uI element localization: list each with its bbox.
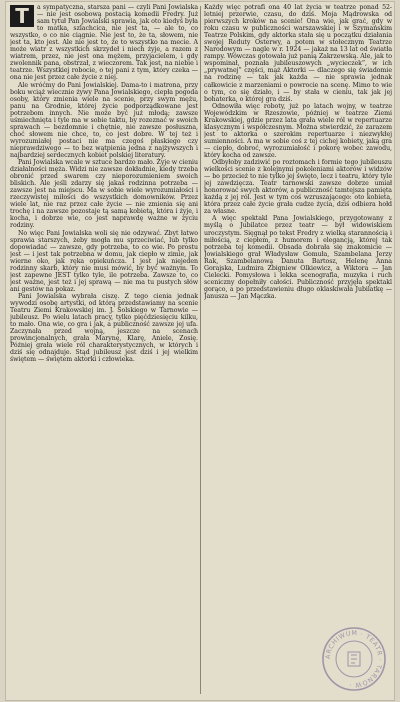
archive-stamp-icon [320,626,388,692]
article-paragraph: Pani Jowialska wybrała ciszę. Z tego cienia jednak wywodzi osobę artystki, od którą przedstawiamy na scenie Teatru Ziemi Krakowskiej im. J. Solskiego w Tarnowie — jubileusz. Po wielu latach pracy, tylko pięćdziesięciu kilku, to mało. Ona wie, co gra i jak, a publiczność zawsze jej ufa. Zaczynała przed wojną, jeszcze na scenach prowincjonalnych, grała Marynę, Klarę, Aniele, Zosię. Później grała wiele ról charakterystycznych, w których i dziś się odnajduje. Stąd jubileusz jest dziś i jej wielkim świętem — świętem aktorki i człowieka. [10,292,198,364]
article-column-left [10,4,198,696]
article-paragraph: Każdy więc potrafi ona 40 lat życia w teatrze ponad 52-letniej przerwie, czasu, do dziś. Moja Mądrowska od pierwszych kroków na scenie! Ona wie, jak grać, gdy w roku czasu w publiczności warszawskiej i w Szymańskim Teatrze Polskim, gdy aktorka stała się u początku działania swojej Reduty Osterwy, a potem w stołecznym Teatrze Narodowym — nagle w r. 1924 — jakaż na 13 lat od światła rampy. Wówczas gotowała już panią Zakrzewską. Ale, jak to wspominał, poznała jubileuszowych „wycieczek”, w ich „prywatnej” części, mąż Aktorki — dlaczego się świadomie na rodzinę — tak jak każda — nie sprawia jednak całkowicie z marzeniami o powrocie na scenę. Mimo to wie o tym, co się działo, i — by stała w cieniu, tak jak jej bohaterka, o której gra dziś. [204,4,392,103]
article-column-right [204,4,392,696]
column-divider [200,6,201,694]
article-paragraph: Pani Jowialska wcale w sztuce bardzo mało. Żyje w cieniu działalności męża. Widzi nie zawsze dokładnie, kiedy trzeba obronić przed swarem czy nieporozumieniem swoich bliskich. Ale jeśli zdarzy się jakaś rodzinna potrzeba — zawsze jest na miejscu. Ma w sobie wiele wyrozumiałości i rzeczywistej miłości do wszystkich domowników. Przez wiele lat, nie raz przez całe życie — nie zmienia się ani trochę i na zawsze pozostaje tą samą kobietą, która i żyje, i kocha, i dobrze wie, co jest naprawdę ważne w życiu rodziny. [10,159,198,230]
article-paragraph [10,4,198,82]
newspaper-clipping [6,2,394,700]
article-paragraph: Ale wróćmy do Pani Jowialskiej. Dama-to i matrona, przy boku wciąż wiecznie żywy Pana Jowialskiego, ciepła pogoda osoby, który zmienia wiele na scenie, przy swym mężu, panu na Grodnie, której życie podporządkowane jest potrzebom innych. Nie może być już młodą; zawsze uśmiechnięta i tyle ma w sobie taktu, by rozeznać w swoich sprawach — bezdomnie i chętnie, nie zawsze posłuszna, choć słowem nie chce, to, co jest dobre. W tej też i wyrozumiałej postaci nie ma czegoś płaskiego czy nieprawdziwego — to bez wątpienia jedna z najżywszych i najbardziej serdecznych kobiet polskiej literatury. [10,81,198,159]
paragraph-text: a sympatyczna, starsza pani — czyli Pani Jowialska — nie jest osobową postacią komedii Fredry. Już sam tytuł Pan Jowialski sprawia, jak oto kiedyś była to matka, szlachcica, nie jest ta, — ale to, co wszystko, o co nie ciągnie. Nie jest to, że ta, słowem, nie jest ta, kto jest. Ale nie jest to, że to wszystko na mecie. A może wiatr z wszystkich skrzydeł i niech żyje, a razem z wiatrem, przez, nie jest ona mężem, przyjacielem, i gdy zwolennik pana, obstrzał, z wieczorem. Tak jest, na niebie i teatrze. Wszystkiej robocie, o tej pani z tym, który czeka — ona nie jest przez całe życie z niej. [10,4,198,82]
article-paragraph: A więc spektakl Pana Jowialskiego, przygotowany z myślą o Jubilatce przez teatr — był widowiskiem uroczystym. Sięgnął po tekst Fredry z wielką starannością i miłością, z ciepłem, z humorem i elegancją, której tak potrzeba tej komedii. Obsada dobrała się znakomicie — Jowialskiego grał Władysław Gomuła, Szambelana Jerzy Rak, Szambelanową Danuta Bartosz, Helenę Anna Gorajska, Ludmira Zbigniew Olkiewicz, a Wiktora — Jan Cielecki. Pomysłowa i lekka scenografia, muzyka i ruch sceniczny dopełniły całości. Publiczność przyjęła spektakl gorąco, a po przedstawieniu długo oklaskiwała Jubilatkę — Janusza — Jan Mączka. [204,215,392,300]
drop-cap: T [10,5,34,27]
stamp-ring-text: ARCHIWUM · TEATR · TARNÓW · [323,628,385,690]
article-paragraph: Odnowiła więc roboty, już po latach wojny, w teatrze Wojewódzkim w Rzeszowie, później w teatrze Ziemi Krakowskiej, gdzie przez lata grała wiele ról w repertuarze klasycznym i współczesnym. Można stwierdzić, że zarazem jest to aktorka o szerokim repertuarze i niezwykłej sumienności. A ma w sobie coś z tej cichej kobiety, jaką gra — ciepło, dobroć, wyrozumiałość i pokorę wobec zawodu, który kocha od zawsze. [204,102,392,159]
article-paragraph: No więc Pani Jowialska woli się nie odzywać. Zbyt łatwo sprawia starszych, żeby mogła mu sprzeciwiać, lub tylko dopowiadać — zawsze, gdy potrzeba, to co wie. Po prostu jest — i jest tak potrzebna w domu, jak ciepło w zimie, jak wierne oko, jak ręka opiekuńcza. I jest jak niejeden rodzinny skarb, który nie musi mówić, by być ważnym. To jest zapewne JEST tylko tyle, ile potrzeba. Zawsze to, co jest ważne, jest też i jej sprawą — nie ma tu pustych słów ani gestów na pokaz. [10,229,198,293]
article-paragraph: Odbyłoby zadziwić po roztomach i formie tego jubileuszu wielkości scenie z kolejnymi pokoleniami aktorów i widzów — bo przecież to nie tylko jej święto, lecz i teatru, który tyle jej zawdzięcza. Teatr tarnowski zawsze dobrze umiał honorować swych aktorów, a publiczność tamtejsza pamięta każdą z jej ról. Jest w tym coś wzruszającego: oto kobieta, która przez całe życie grała cudze życia, dziś odbiera hołd za własne. [204,159,392,216]
